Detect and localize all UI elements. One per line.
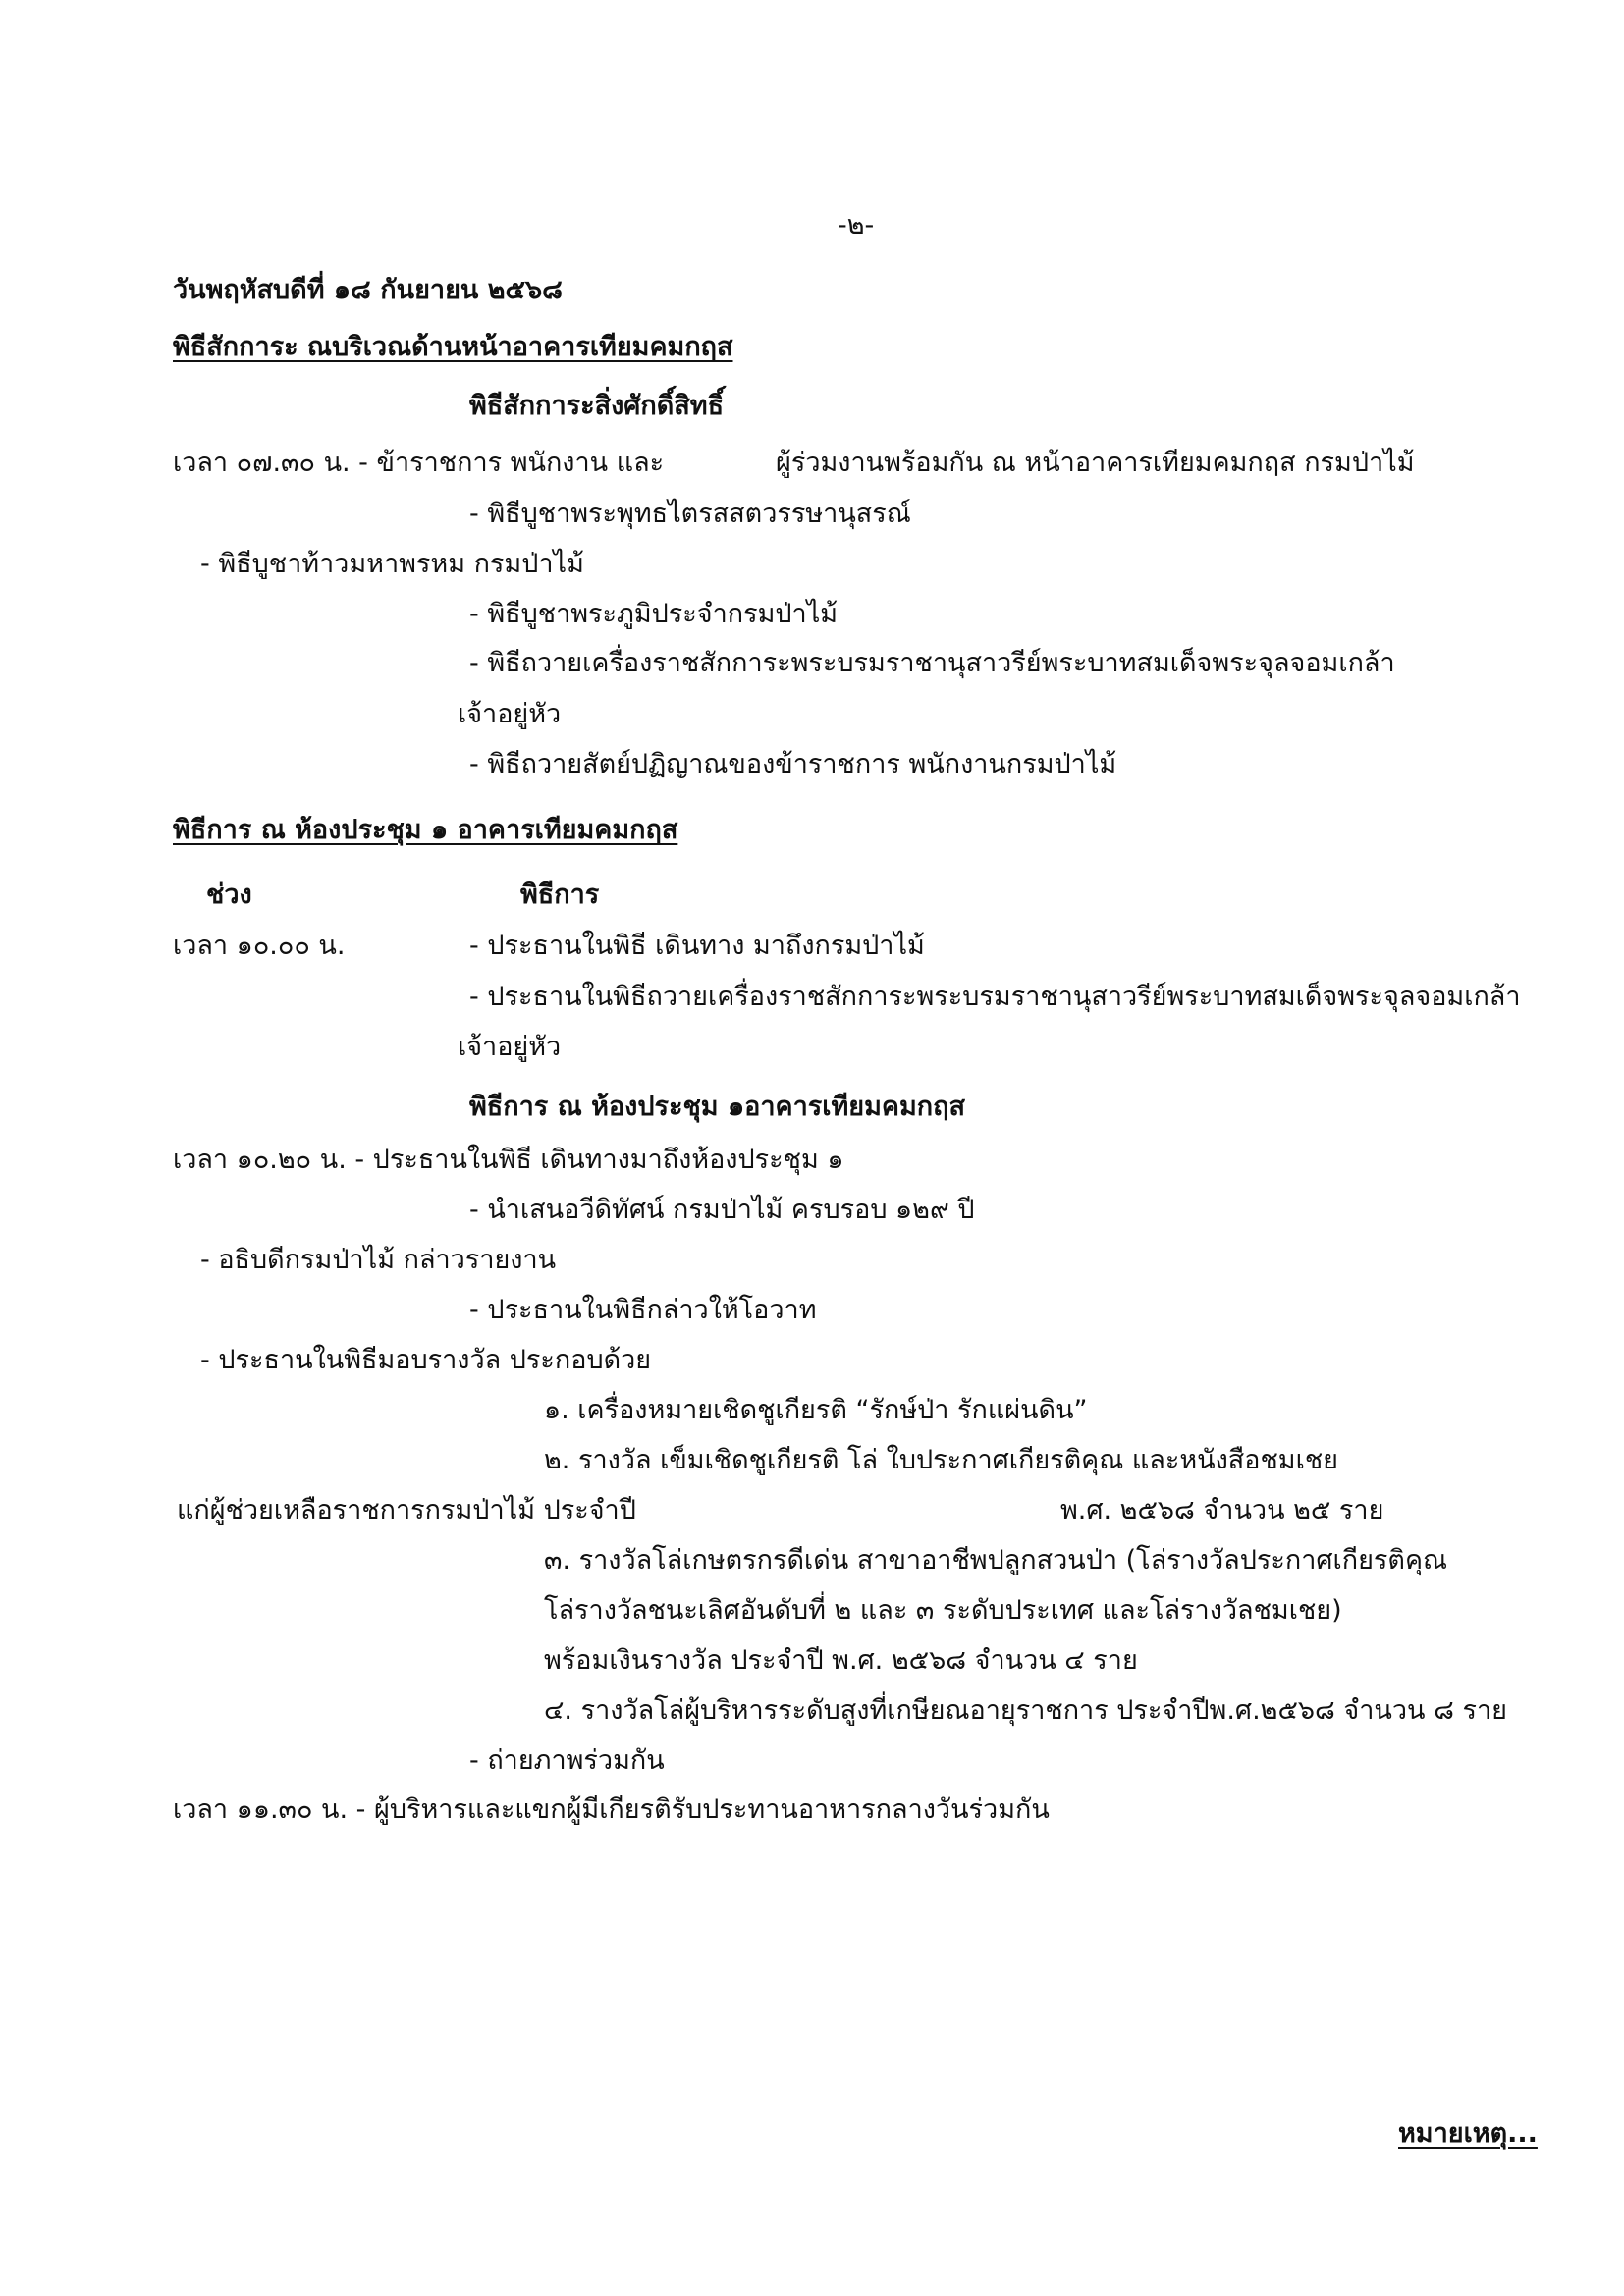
- section1-heading: พิธีสักการะ ณบริเวณด้านหน้าอาคารเทียมคมกฤส: [173, 332, 733, 362]
- award-item-continued-count: พ.ศ. ๒๕๖๘ จำนวน ๒๕ ราย: [1060, 1495, 1384, 1525]
- ritual-item: - พิธีถวายสัตย์ปฏิญาณของข้าราชการ พนักงานกรมป่าไม้: [469, 749, 1117, 779]
- ceremony-item: - ประธานในพิธี เดินทาง มาถึงกรมป่าไม้: [469, 931, 925, 961]
- ritual-item: - พิธีถวายเครื่องราชสักการะพระบรมราชานุสาวรีย์พระบาทสมเด็จพระจุลจอมเกล้า: [469, 648, 1395, 678]
- award-item: ๒. รางวัล เข็มเชิดชูเกียรติ โล่ ใบประกาศเกียรติคุณ และหนังสือชมเชย: [544, 1445, 1338, 1475]
- ritual-item-continued: เจ้าอยู่หัว: [458, 699, 562, 729]
- award-item: ๓. รางวัลโล่เกษตรกรดีเด่น สาขาอาชีพปลูกสวนป่า (โล่รางวัลประกาศเกียรติคุณ: [544, 1545, 1448, 1575]
- ceremony-item: - ถ่ายภาพร่วมกัน: [469, 1745, 665, 1776]
- ceremony-item-continued: เจ้าอยู่หัว: [458, 1032, 562, 1062]
- section2-subheading: พิธีการ ณ ห้องประชุม ๑อาคารเทียมคมกฤส: [469, 1092, 965, 1122]
- column-ceremony-header: พิธีการ: [520, 880, 600, 910]
- ceremony-item: - ประธานในพิธีถวายเครื่องราชสักการะพระบรมราชานุสาวรีย์พระบาทสมเด็จพระจุลจอมเกล้า: [469, 982, 1521, 1012]
- ceremony-item: - ประธานในพิธีกล่าวให้โอวาท: [469, 1295, 817, 1325]
- time-0730-line-continued: ผู้ร่วมงานพร้อมกัน ณ หน้าอาคารเทียมคมกฤส กรมป่าไม้: [776, 448, 1415, 478]
- award-item: ๔. รางวัลโล่ผู้บริหารระดับสูงที่เกษียณอายุราชการ ประจำปีพ.ศ.๒๕๖๘ จำนวน ๘ ราย: [544, 1695, 1507, 1726]
- date-heading: วันพฤหัสบดีที่ ๑๘ กันยายน ๒๕๖๘: [173, 275, 563, 305]
- time-1130-line: เวลา ๑๑.๓๐ น. - ผู้บริหารและแขกผู้มีเกียรติรับประทานอาหารกลางวันร่วมกัน: [173, 1794, 1050, 1825]
- time-1020-line: เวลา ๑๐.๒๐ น. - ประธานในพิธี เดินทางมาถึงห้องประชุม ๑: [173, 1145, 844, 1175]
- award-item-continued: พร้อมเงินรางวัล ประจำปี พ.ศ. ๒๕๖๘ จำนวน ๔ ราย: [544, 1645, 1138, 1676]
- section1-subheading: พิธีสักการะสิ่งศักดิ์สิทธิ์: [469, 391, 725, 421]
- time-0730-line: เวลา ๐๗.๓๐ น. - ข้าราชการ พนักงาน และ: [173, 448, 665, 478]
- ceremony-item: - อธิบดีกรมป่าไม้ กล่าวรายงาน: [200, 1245, 557, 1275]
- column-period-header: ช่วง: [206, 880, 252, 910]
- time-1000: เวลา ๑๐.๐๐ น.: [173, 931, 346, 961]
- section2-heading: พิธีการ ณ ห้องประชุม ๑ อาคารเทียมคมกฤส: [173, 815, 678, 845]
- award-item-continued: แก่ผู้ช่วยเหลือราชการกรมป่าไม้ ประจำปี: [177, 1495, 636, 1525]
- award-item: ๑. เครื่องหมายเชิดชูเกียรติ “รักษ์ป่า รักแผ่นดิน”: [544, 1395, 1088, 1425]
- page-number: -๒-: [838, 210, 875, 240]
- ceremony-item: - นำเสนอวีดิทัศน์ กรมป่าไม้ ครบรอบ ๑๒๙ ปี: [469, 1195, 975, 1225]
- footer-note: หมายเหตุ...: [1398, 2118, 1538, 2149]
- ritual-item: - พิธีบูชาพระพุทธไตรสสตวรรษานุสรณ์: [469, 499, 911, 529]
- ritual-item: - พิธีบูชาท้าวมหาพรหม กรมป่าไม้: [200, 549, 584, 579]
- ritual-item: - พิธีบูชาพระภูมิประจำกรมป่าไม้: [469, 599, 839, 629]
- ceremony-item: - ประธานในพิธีมอบรางวัล ประกอบด้วย: [200, 1345, 652, 1375]
- award-item-continued: โล่รางวัลชนะเลิศอันดับที่ ๒ และ ๓ ระดับประเทศ และโล่รางวัลชมเชย): [544, 1595, 1342, 1626]
